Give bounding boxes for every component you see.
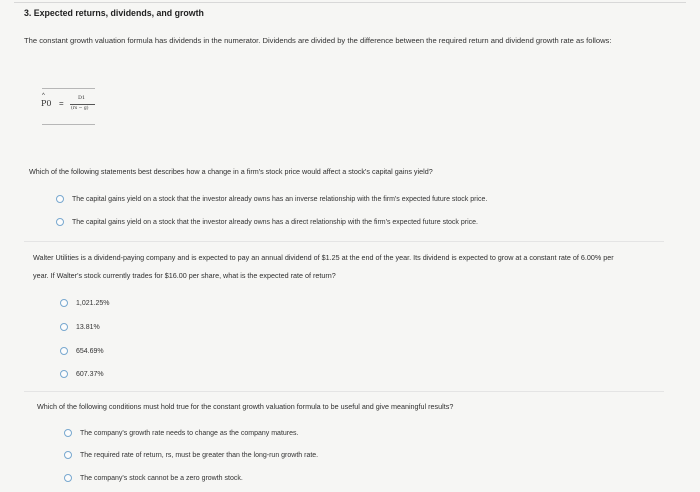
formula-top-rule [42, 88, 95, 89]
question-1-text: Which of the following statements best describes how a change in a firm's stock price would affect a stock's capital gains yield? [29, 167, 433, 176]
radio-button[interactable] [56, 218, 64, 226]
option-label: 1,021.25% [76, 299, 110, 307]
option-label: The company's stock cannot be a zero growth stock. [80, 474, 243, 482]
option-label: The capital gains yield on a stock that the investor already owns has an inverse relationship with the firm's expected future stock price. [72, 195, 488, 203]
question-3-option-2[interactable] [64, 449, 318, 461]
section-divider [24, 241, 664, 242]
question-1-option-1[interactable] [56, 193, 487, 205]
question-3-option-1[interactable] [64, 427, 298, 439]
option-label: The capital gains yield on a stock that the investor already owns has a direct relationship with the firm's expected future stock price. [72, 218, 478, 226]
question-3-option-3[interactable] [64, 472, 243, 484]
option-label: 13.81% [76, 323, 100, 331]
section-title: 3. Expected returns, dividends, and growth [24, 8, 204, 18]
option-label: The company's growth rate needs to change as the company matures. [80, 429, 299, 437]
radio-button[interactable] [56, 195, 64, 203]
section-divider [24, 391, 664, 392]
question-2-option-2[interactable] [60, 321, 100, 333]
top-divider [14, 2, 686, 3]
option-label: The required rate of return, rs, must be greater than the long-run growth rate. [80, 451, 319, 459]
formula-denominator: (rs − g) [71, 106, 89, 111]
formula-hat: ^ [42, 93, 45, 99]
question-2-option-1[interactable] [60, 297, 109, 309]
formula-numerator: D1 [78, 95, 86, 101]
radio-button[interactable] [64, 429, 72, 437]
option-label: 654.69% [76, 347, 104, 355]
formula-lhs: P0 [41, 99, 52, 108]
formula-bottom-rule [42, 124, 95, 125]
constant-growth-formula [41, 94, 103, 120]
radio-button[interactable] [64, 474, 72, 482]
formula-fraction-bar [70, 104, 95, 105]
radio-button[interactable] [60, 370, 68, 378]
radio-button[interactable] [60, 323, 68, 331]
question-2-option-3[interactable] [60, 345, 104, 357]
radio-button[interactable] [60, 347, 68, 355]
question-3-text: Which of the following conditions must hold true for the constant growth valuation formula to be useful and give meaningful results? [37, 402, 454, 411]
section-intro: The constant growth valuation formula has dividends in the numerator. Dividends are divided by the difference between the required return and dividend growth rate as follows: [24, 36, 612, 45]
radio-button[interactable] [64, 451, 72, 459]
formula-equals: = [59, 99, 64, 108]
question-1-option-2[interactable] [56, 216, 478, 228]
radio-button[interactable] [60, 299, 68, 307]
question-2-text: Walter Utilities is a dividend-paying company and is expected to pay an annual dividend of $1.25 at the end of the year. Its dividend is expected to grow at a constant rate of 6.00% per year. If Walter's stock currently trades for $16.00 per share, what is the expected rate of return? [33, 253, 614, 280]
option-label: 607.37% [76, 370, 104, 378]
question-2-option-4[interactable] [60, 368, 104, 380]
